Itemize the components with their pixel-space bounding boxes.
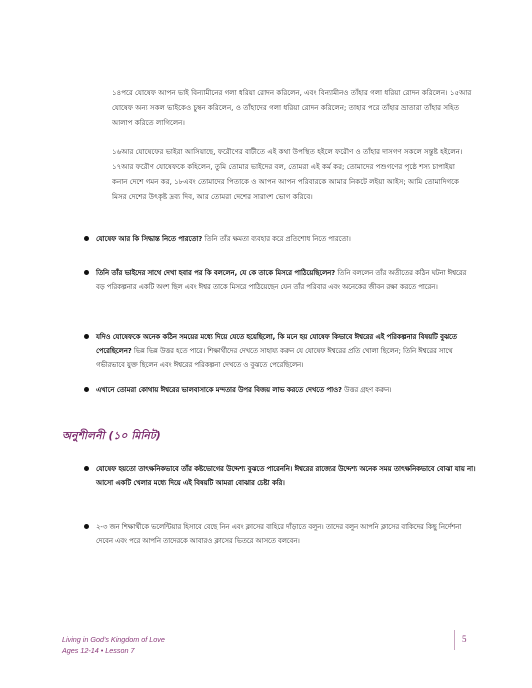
question-text: তিনি তাঁর ভাইদের সাথে দেখা হবার পর কি বললেন, যে কে তাকে মিসরে পাঠিয়েছিলেন? xyxy=(96,269,336,277)
answer-text: ভিন্ন ভিন্ন উত্তর হতে পারে। শিক্ষার্থীদের দেখতে সাহায্য করুন যে যোষেফ ঈশ্বরের প্রতি খোলা ছিলেন; তিনি ঈশ্বরের সাথে গভীরভাবে যুক্ত ছিলেন এবং ঈশ্বরের পরিকল্পনা দেখতে ও বুঝতে পেরেছিলেন। xyxy=(96,347,453,369)
question-text: যদিও যোষেফকে অনেক কঠিন সময়ের মধ্যে দিয়ে যেতে হয়েছিলো, কি মনে হয় যোষেফ কিভাবে ঈশ্বরের এই পরিকল্পনার বিষয়টি বুঝতে পেরেছিলেন? xyxy=(96,333,457,355)
question-text: যোষেফ আর কি সিদ্ধান্ত নিতে পারতো? xyxy=(96,235,203,243)
list-item xyxy=(84,232,476,246)
bullet-icon xyxy=(84,466,89,471)
bullet-icon xyxy=(84,334,89,339)
list-item xyxy=(84,462,476,490)
list-item xyxy=(84,330,476,372)
bullet-icon xyxy=(84,524,89,529)
list-item xyxy=(84,520,476,548)
activity-text: যোষেফ হয়তো তাৎক্ষনিকভাবে তাঁর কষ্টভোগের উদ্দেশ্য বুঝতে পারেননি। ঈশ্বরের রাজ্যের উদ্দেশ্য অনেক সময় তাৎক্ষনিকভাবে বোঝা যায় না। আসো একটি খেলার মধ্যে দিয়ে এই বিষয়টি আমরা বোঝার চেষ্টা করি। xyxy=(96,465,476,487)
scripture-paragraph-1: ১৪পরে যোষেফ আপন ভাই বিন্যামীনের গলা ধরিয়া রোদন করিলেন, এবং বিন্যামীনও তাঁহার গলা ধরিয়া রোদন করিলেন। ১৫আর যোষেফ অন্য সকল ভাইকেও চুম্বন করিলেন, ও তাঁহাদের গলা ধরিয়া রোদন করিলেন; তাহার পরে তাঁহার ভ্রাতারা তাঁহার সহিত আলাপ করিতে লাগিলেন। xyxy=(112,88,472,128)
bullet-icon xyxy=(84,387,89,392)
answer-text: উত্তর গ্রহণ করুন। xyxy=(342,386,392,394)
page-footer xyxy=(62,634,165,656)
section-heading: অনুশীলনী (১০ মিনিট) xyxy=(62,430,161,442)
footer-title: Living in God's Kingdom of Love xyxy=(62,635,165,644)
scripture-paragraph-2: ১৬আর যোষেফের ভাইরা আসিয়াছে, ফরৌণের বাটীতে এই কথা উপস্থিত হইলে ফরৌণ ও তাঁহার দাসগণ সকলে সন্তুষ্ট হইলেন। ১৭আর ফরৌণ যোষেফকে কহিলেন, তুমি তোমার ভাইদের বল, তোমরা এই কর্ম কর; তোমাদের পশুগণের পৃষ্ঠে শস্য চাপাইয়া কনান দেশে গমন কর, ১৮এবং তোমাদের পিতাকে ও আপন আপন পরিবারকে আমার নিকটে লইয়া আইস; আমি তোমাদিগকে মিসর দেশের উৎকৃষ্ট দ্রব্য দিব, আর তোমরা দেশের সারাংশ ভোগ করিবে। xyxy=(112,147,463,202)
list-item xyxy=(84,266,476,294)
bullet-icon xyxy=(84,236,89,241)
answer-text: তিনি তাঁর ক্ষমতা ব্যবহার করে প্রতিশোধ নিতে পারতো। xyxy=(202,235,351,243)
page-number: 5 xyxy=(462,634,467,644)
activity-text: ২-৩ জন শিক্ষার্থীকে ভলেন্টিয়ার হিসাবে বেছে নিন এবং ক্লাসের বাহিরে দাঁড়াতে বলুন। তাদের বলুন আপনি ক্লাসের বাকিদের কিছু নির্দেশনা দেবেন এবং পরে আপনি তাদেরকে আবারও ক্লাসের ভিতরে আসতে বলবেন। xyxy=(96,523,462,545)
answer-text: তিনি বললেন তাঁর অতীতের কঠিন ঘটনা ঈশ্বরের বড় পরিকল্পনার একটি অংশ ছিল এবং ঈশ্বর তাকে মিসরে পাঠিয়েছেন যেন তাঁর পরিবার এবং অনেকের জীবন রক্ষা করতে পারেন। xyxy=(96,269,467,291)
list-item xyxy=(84,383,476,397)
question-text: এখানে তোমরা কোথায় ঈশ্বরের ভালবাসাকে মন্দতার উপর বিজয় লাভ করতে দেখতে পাও? xyxy=(96,386,342,394)
footer-divider xyxy=(454,630,455,650)
bullet-icon xyxy=(84,270,89,275)
footer-subtitle: Ages 12-14 • Lesson 7 xyxy=(62,646,135,655)
